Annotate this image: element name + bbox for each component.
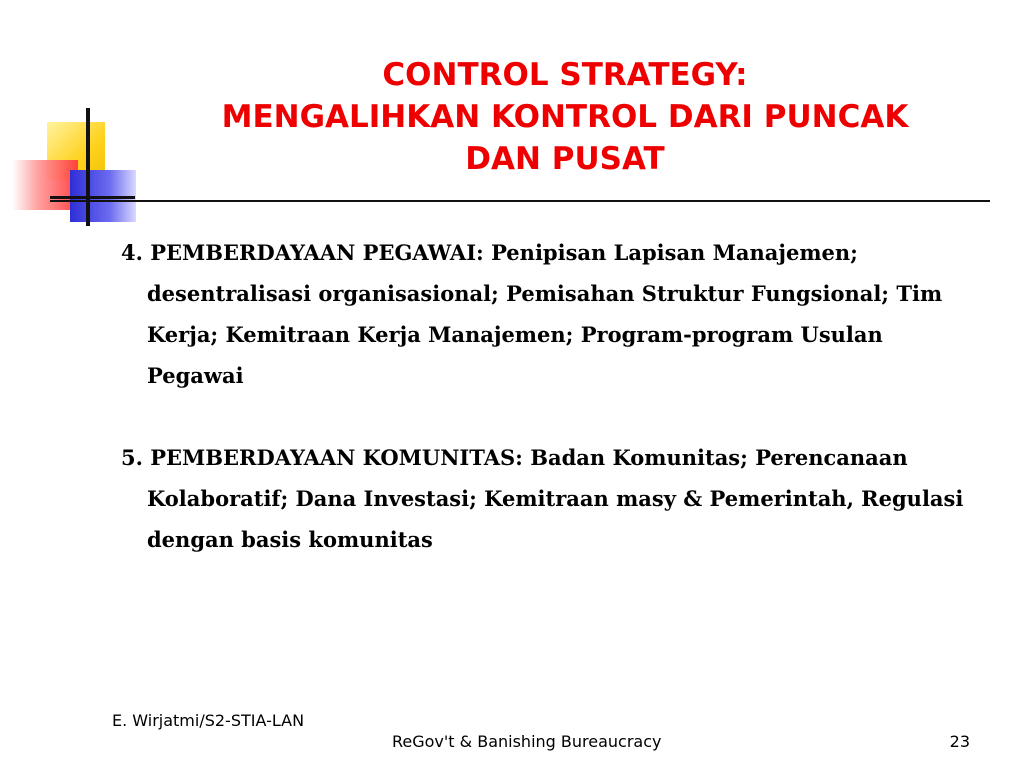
logo-red-square bbox=[12, 160, 78, 210]
logo-vertical-line bbox=[86, 108, 90, 226]
slide-title bbox=[140, 54, 990, 180]
logo-horizontal-line bbox=[50, 196, 135, 199]
slide-title-line-3: DAN PUSAT bbox=[465, 141, 665, 177]
slide-title-line-2: MENGALIHKAN KONTROL DARI PUNCAK bbox=[221, 99, 909, 135]
list-item-community-empowerment: 5. PEMBERDAYAAN KOMUNITAS: Badan Komunitas; Perencanaan Kolaboratif; Dana Investasi; Kemitraan masy & Pemerintah, Regulasi dengan basis komunitas bbox=[121, 445, 964, 552]
footer-page-number: 23 bbox=[949, 732, 970, 751]
slide-title-line-1: CONTROL STRATEGY: bbox=[382, 57, 748, 93]
footer-presentation-title: ReGov't & Banishing Bureaucracy bbox=[392, 732, 662, 751]
footer-author: E. Wirjatmi/S2-STIA-LAN bbox=[112, 711, 305, 730]
list-item-employee-empowerment: 4. PEMBERDAYAAN PEGAWAI: Penipisan Lapisan Manajemen; desentralisasi organisasional; Pemisahan Struktur Fungsional; Tim Kerja; Kemitraan Kerja Manajemen; Program-program Usulan Pegawai bbox=[121, 240, 943, 388]
title-divider bbox=[50, 200, 990, 202]
slide-logo-decoration bbox=[0, 0, 160, 240]
slide-body bbox=[121, 232, 981, 560]
